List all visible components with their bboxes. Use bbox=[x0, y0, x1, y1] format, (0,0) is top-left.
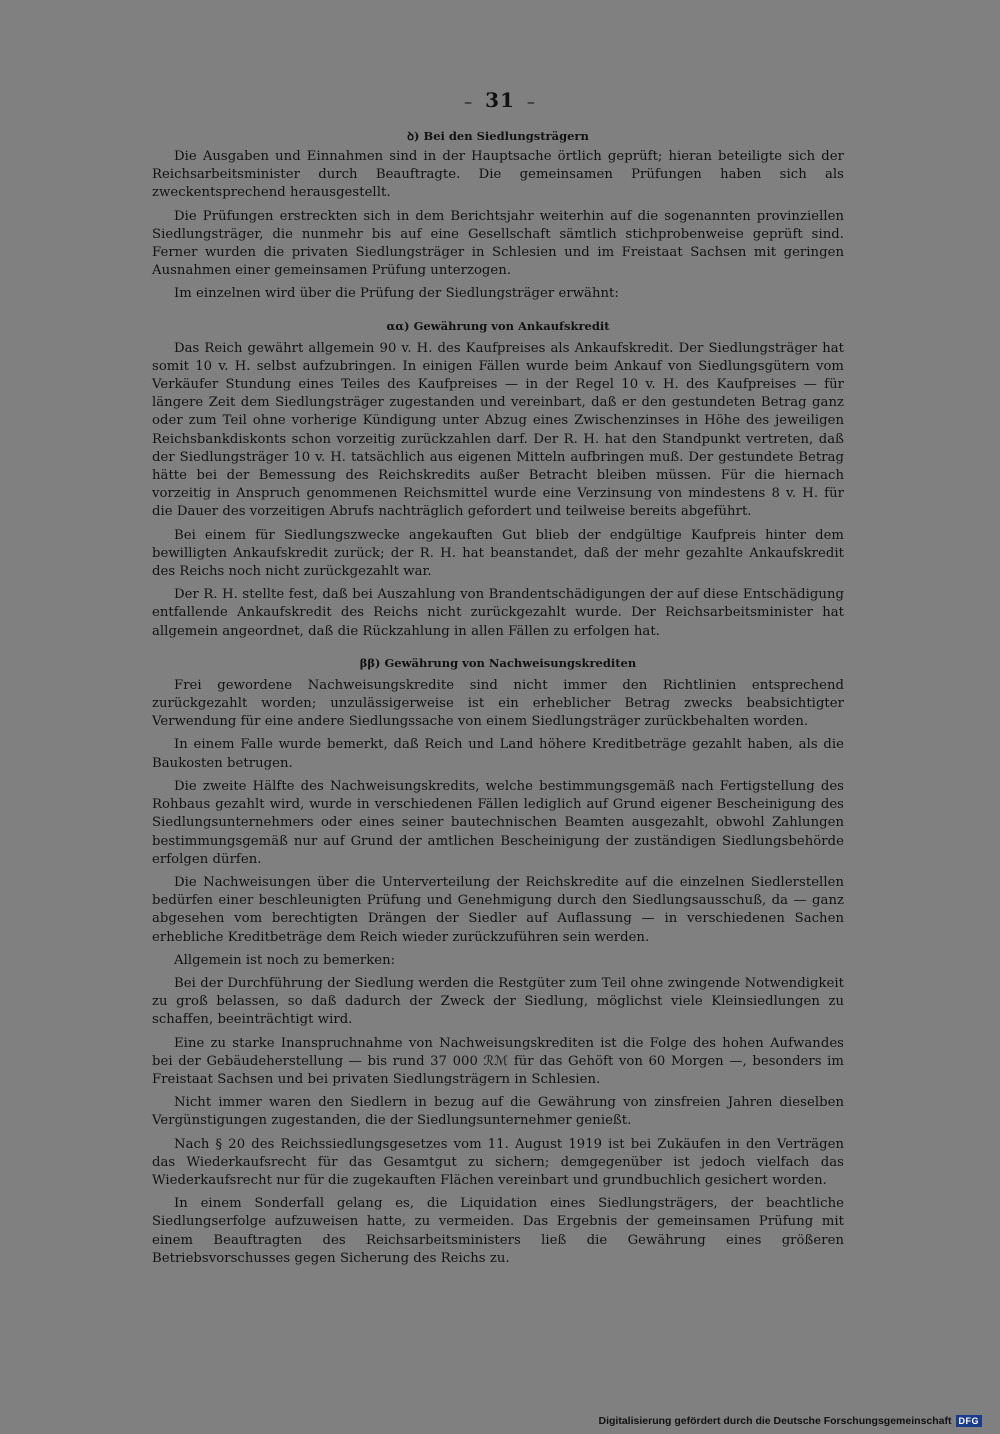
paragraph: Eine zu starke Inanspruchnahme von Nachweisungskrediten ist die Folge des hohen Aufwandes bei der Gebäudeherstellung — bis rund 37 000 ℛℳ für das Gehöft von 60 Morgen —, besonders im Freistaat Sachsen und bei privaten Siedlungsträgern in Schlesien. bbox=[152, 1035, 844, 1087]
paragraph: Frei gewordene Nachweisungskredite sind nicht immer den Richtlinien entsprechend zurückgezahlt worden; unzulässigerweise ist ein erheblicher Betrag zwecks beabsichtigter Verwendung für eine andere Siedlungssache von einem Siedlungsträger zurückbehalten worden. bbox=[152, 677, 844, 730]
subheading-nachweisungskredite: ββ) Gewährung von Nachweisungskrediten bbox=[359, 655, 637, 670]
paragraph: Das Reich gewährt allgemein 90 v. H. des Kaufpreises als Ankaufskredit. Der Siedlungsträger hat somit 10 v. H. selbst aufzubringen. In einigen Fällen wurde beim Ankauf von Siedlungsgütern vom Verkäufer Stundung eines Teiles des Kaufpreises — in der Regel 10 v. H. des Kaufpreises — für längere Zeit dem Siedlungsträger zugestanden und vereinbart, daß er den gestundeten Betrag ganz oder zum Teil ohne vorherige Kündigung unter Abzug eines Zwischenzinses in Höhe des jeweiligen Reichsbankdiskonts schon vorzeitig zurückzahlen darf. Der R. H. hat den Standpunkt vertreten, daß der Siedlungsträger 10 v. H. tatsächlich aus eigenen Mitteln aufbringen muß. Der gestundete Betrag hätte bei der Bemessung des Reichskredits außer Betracht bleiben müssen. Für die hiernach vorzeitig in Anspruch genommenen Reichsmittel wurde eine Verzinsung von mindestens 8 v. H. für die Dauer des vorzeitigen Abrufs nachträglich gefordert und teilweise bereits abgeführt. bbox=[152, 340, 844, 520]
paragraph: Allgemein ist noch zu bemerken: bbox=[174, 952, 396, 968]
section-nachweisungskredite bbox=[152, 677, 844, 1268]
section-heading-siedlungstraeger: ꝺ) Bei den Siedlungsträgern bbox=[407, 129, 589, 143]
dash-left: – bbox=[464, 92, 474, 111]
paragraph: Bei der Durchführung der Siedlung werden die Restgüter zum Teil ohne zwingende Notwendigkeit zu groß belassen, so daß dadurch der Zweck der Siedlung, möglichst viele Kleinsiedlungen zu schaffen, beeinträchtigt wird. bbox=[152, 975, 844, 1028]
page-number: – 31 – bbox=[464, 88, 536, 112]
subheading-ankaufskredit: αα) Gewährung von Ankaufskredit bbox=[386, 318, 610, 333]
paragraph: Nicht immer waren den Siedlern in bezug auf die Gewährung von zinsfreien Jahren dieselben Vergünstigungen zugestanden, die der Siedlungsunternehmer genießt. bbox=[152, 1095, 844, 1129]
paragraph: Die zweite Hälfte des Nachweisungskredits, welche bestimmungsgemäß nach Fertigstellung des Rohbaus gezahlt wird, wurde in verschiedenen Fällen lediglich auf Grund eigener Bescheinigung des Siedlungsunternehmers oder eines seiner bautechnischen Beamten ausgezahlt, obwohl Zahlungen bestimmungsgemäß nur auf Grund der amtlichen Bescheinigung der zuständigen Siedlungsbehörde erfolgen dürfen. bbox=[152, 778, 844, 867]
dfg-logo-icon: DFG bbox=[956, 1415, 983, 1427]
paragraph: Der R. H. stellte fest, daß bei Auszahlung von Brandentschädigungen der auf diese Entschädigung entfallende Ankaufskredit des Reichs nicht zurückgezahlt wurde. Der Reichsarbeitsminister hat allgemein angeordnet, daß die Rückzahlung in allen Fällen zu erfolgen hat. bbox=[152, 587, 844, 639]
paragraph: Nach § 20 des Reichssiedlungsgesetzes vom 11. August 1919 ist bei Zukäufen in den Verträgen das Wiederkaufsrecht für das Gesamtgut zu sichern; demgegenüber ist jedoch vielfach das Wiederkaufsrecht nur für die zugekauften Flächen vereinbart und grundbuchlich gesichert worden. bbox=[152, 1136, 844, 1188]
paragraph: Die Prüfungen erstreckten sich in dem Berichtsjahr weiterhin auf die sogenannten provinziellen Siedlungsträger, die nunmehr bis auf eine Gesellschaft sämtlich stichprobenweise geprüft sind. Ferner wurden die privaten Siedlungsträger in Schlesien und im Freistaat Sachsen mit geringen Ausnahmen einer gemeinsamen Prüfung unterzogen. bbox=[152, 208, 844, 279]
footer-text: Digitalisierung gefördert durch die Deutsche Forschungsgemeinschaft bbox=[598, 1415, 952, 1427]
dash-right: – bbox=[526, 92, 536, 111]
paragraph: Die Nachweisungen über die Unterverteilung der Reichskredite auf die einzelnen Siedlerstellen bedürfen einer beschleunigten Prüfung und Genehmigung durch den Siedlungsausschuß, da — ganz abgesehen vom berechtigten Drängen der Siedler auf Auflassung — in verschiedenen Sachen erhebliche Kreditbeträge dem Reich wieder zurückzuführen sein werden. bbox=[152, 874, 844, 945]
section-ankaufskredit bbox=[152, 340, 844, 641]
section-intro bbox=[152, 148, 844, 304]
paragraph: Bei einem für Siedlungszwecke angekauften Gut blieb der endgültige Kaufpreis hinter dem bewilligten Ankaufskredit zurück; der R. H. hat beanstandet, daß der mehr gezahlte Ankaufskredit des Reichs noch nicht zurückgezahlt war. bbox=[152, 527, 844, 580]
paragraph: In einem Sonderfall gelang es, die Liquidation eines Siedlungsträgers, der beachtliche Siedlungserfolge aufzuweisen hatte, zu vermeiden. Das Ergebnis der gemeinsamen Prüfung mit einem Beauftragten des Reichsarbeitsministers ließ die Gewährung eines größeren Betriebsvorschusses gegen Sicherung des Reichs zu. bbox=[152, 1196, 844, 1266]
paragraph: Im einzelnen wird über die Prüfung der Siedlungsträger erwähnt: bbox=[174, 286, 619, 302]
footer-credit bbox=[599, 1414, 982, 1428]
document-body bbox=[152, 128, 844, 1273]
paragraph: In einem Falle wurde bemerkt, daß Reich und Land höhere Kreditbeträge gezahlt haben, als die Baukosten betrugen. bbox=[152, 737, 844, 771]
paragraph: Die Ausgaben und Einnahmen sind in der Hauptsache örtlich geprüft; hieran beteiligte sich der Reichsarbeitsminister durch Beauftragte. Die gemeinsamen Prüfungen haben sich als zweckentsprechend herausgestellt. bbox=[152, 149, 844, 201]
